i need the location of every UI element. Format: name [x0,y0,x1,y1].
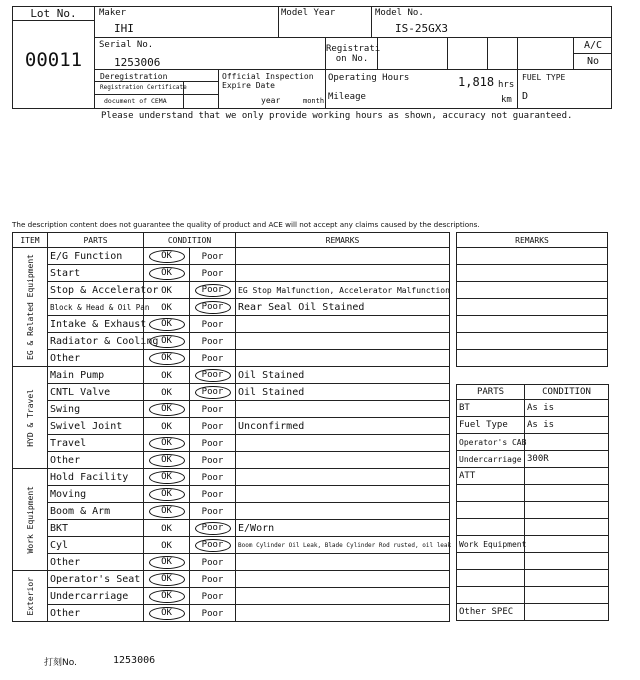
table-row [13,520,450,537]
table-row [13,554,450,571]
poor-option: Poor [201,353,224,364]
group-cell [13,469,48,571]
group-cell [13,367,48,469]
right-part-name: Fuel Type [457,417,525,434]
group-label: Exterior [25,576,35,616]
ok-option: OK [161,523,172,534]
right-part-name: ATT [457,468,525,485]
maker-label: Maker [99,8,127,18]
ok-cell [144,265,190,282]
ok-circled: OK [149,318,185,331]
part-name: CNTL Valve [48,384,144,401]
part-name: BKT [48,520,144,537]
poor-option: Poor [201,472,224,483]
poor-cell [190,418,236,435]
condition-table [12,232,450,622]
right-part-condition [525,587,609,604]
poor-circled: Poor [195,539,231,552]
lot-number: 00011 [24,49,83,71]
remark [236,333,450,350]
ok-cell [144,503,190,520]
right-remarks-cell [457,282,608,299]
right-parts-row [457,400,609,417]
right-part-name [457,553,525,570]
remark: Oil Stained [236,367,450,384]
ok-cell [144,367,190,384]
ok-cell [144,418,190,435]
poor-cell [190,333,236,350]
right-part-condition [525,536,609,553]
right-parts-row [457,468,609,485]
serial-value: 1253006 [114,56,161,69]
remark [236,554,450,571]
poor-cell [190,554,236,571]
ac-value: No [586,56,600,67]
poor-circled: Poor [195,284,231,297]
poor-circled: Poor [195,301,231,314]
right-part-condition [525,434,609,451]
remark [236,316,450,333]
accuracy-note: Please understand that we only provide working hours as shown, accuracy not guaranteed. [101,111,573,121]
right-parts-row [457,434,609,451]
ok-circled: OK [149,556,185,569]
poor-option: Poor [201,608,224,619]
group-label: Work Equipment [25,485,35,554]
right-remarks-row [457,248,608,265]
ok-circled: OK [149,590,185,603]
poor-option: Poor [201,574,224,585]
poor-option: Poor [201,404,224,415]
right-part-name [457,570,525,587]
table-row [13,571,450,588]
table-row [13,503,450,520]
remark [236,503,450,520]
mileage-label: Mileage [328,92,366,102]
right-parts-row [457,587,609,604]
right-remarks-cell [457,333,608,350]
poor-cell [190,452,236,469]
part-name: Other [48,605,144,622]
right-part-condition [525,502,609,519]
part-name: Moving [48,486,144,503]
ok-option: OK [161,421,172,432]
ac-divider [574,53,612,54]
table-row [13,265,450,282]
table-row [13,588,450,605]
right-remarks-row [457,282,608,299]
part-name: Operator's Seat [48,571,144,588]
right-remarks-header-row [457,233,608,248]
ok-cell [144,554,190,571]
table-row [13,248,450,265]
poor-cell [190,248,236,265]
inspection-label: Official Inspection Expire Date [222,72,314,90]
ok-cell [144,605,190,622]
part-name: Travel [48,435,144,452]
poor-option: Poor [201,591,224,602]
part-name: Main Pump [48,367,144,384]
poor-option: Poor [201,251,224,262]
remark [236,486,450,503]
poor-cell [190,537,236,554]
operating-hours-label: Operating Hours [328,73,410,83]
right-remarks-cell [457,299,608,316]
poor-cell [190,299,236,316]
ok-option: OK [161,387,172,398]
table-row [13,435,450,452]
right-remarks-row [457,299,608,316]
remark [236,588,450,605]
poor-cell [190,503,236,520]
table-row [13,367,450,384]
right-parts-row [457,570,609,587]
poor-option: Poor [201,455,224,466]
right-condition-header: CONDITION [525,385,609,400]
ok-circled: OK [149,607,185,620]
group-label: HYD & Travel [25,388,35,447]
right-remarks-cell [457,248,608,265]
table-row [13,452,450,469]
right-part-condition [525,468,609,485]
poor-cell [190,265,236,282]
table-row [13,333,450,350]
remark [236,248,450,265]
poor-cell [190,486,236,503]
part-name: Swing [48,401,144,418]
right-parts-row [457,417,609,434]
cema-label: document of CEMA [104,97,167,105]
footer-label: 打刻No. [44,658,77,668]
remark: Oil Stained [236,384,450,401]
right-parts-table [456,384,609,621]
fuel-type-value: D [522,91,529,102]
ok-circled: OK [149,488,185,501]
part-name: Cyl [48,537,144,554]
right-part-condition [525,485,609,502]
part-name: Block & Head & Oil Pan [48,299,144,316]
poor-cell [190,350,236,367]
footer-value: 1253006 [113,655,156,666]
poor-cell [190,384,236,401]
remark [236,265,450,282]
poor-circled: Poor [195,369,231,382]
dereg-label: Deregistration [100,72,168,81]
table-row [13,401,450,418]
part-name: Other [48,350,144,367]
right-parts-row [457,451,609,468]
right-part-name [457,502,525,519]
right-remarks-cell [457,265,608,282]
ok-circled: OK [149,267,185,280]
maker-value: IHI [114,22,134,35]
poor-cell [190,469,236,486]
poor-option: Poor [201,557,224,568]
part-name: Swivel Joint [48,418,144,435]
ac-label: A/C [583,40,603,51]
right-parts-row [457,519,609,536]
right-remarks-row [457,350,608,367]
ok-option: OK [161,302,172,313]
header-parts: PARTS [48,233,144,248]
year-label: year [261,96,281,105]
fuel-type-label: FUEL TYPE [522,73,566,82]
reg-box-4 [518,38,574,70]
table-row [13,469,450,486]
ok-circled: OK [149,352,185,365]
remark: EG Stop Malfunction, Accelerator Malfunction [236,282,450,299]
poor-cell [190,571,236,588]
right-parts-row [457,553,609,570]
right-part-name [457,587,525,604]
ok-circled: OK [149,335,185,348]
ok-circled: OK [149,505,185,518]
lot-label: Lot No. [30,7,77,20]
ok-circled: OK [149,471,185,484]
month-label: month [303,97,325,105]
ok-cell [144,316,190,333]
right-parts-row [457,485,609,502]
serial-label: Serial No. [99,40,154,50]
remark [236,401,450,418]
right-part-name: Other SPEC [457,604,525,621]
table-row [13,316,450,333]
remark: E/Worn [236,520,450,537]
ok-circled: OK [149,250,185,263]
ok-option: OK [161,285,172,296]
reg-cert-label: Registration Certificate [100,84,187,91]
poor-option: Poor [201,319,224,330]
ok-cell [144,571,190,588]
part-name: Undercarriage [48,588,144,605]
poor-option: Poor [201,268,224,279]
km-unit: km [501,95,512,105]
part-name: Radiator & Cooling [48,333,144,350]
right-part-name: Work Equipment [457,536,525,553]
right-part-name: BT [457,400,525,417]
right-parts-row [457,536,609,553]
poor-cell [190,316,236,333]
disclaimer: The description content does not guarantee the quality of product and ACE will not accept any claims caused by the descriptions. [12,220,480,229]
remark: Unconfirmed [236,418,450,435]
right-part-condition [525,553,609,570]
right-part-condition [525,604,609,621]
registration-label: Registrati on No. [326,44,381,64]
remark [236,452,450,469]
remark: Boom Cylinder Oil Leak, Blade Cylinder Rod rusted, oil leak [236,537,450,554]
ok-circled: OK [149,437,185,450]
part-name: Other [48,452,144,469]
poor-cell [190,367,236,384]
part-name: Boom & Arm [48,503,144,520]
part-name: E/G Function [48,248,144,265]
remark [236,350,450,367]
ok-circled: OK [149,454,185,467]
poor-circled: Poor [195,522,231,535]
poor-cell [190,605,236,622]
table-row [13,418,450,435]
model-no-value: IS-25GX3 [395,22,448,35]
ok-circled: OK [149,403,185,416]
ok-option: OK [161,540,172,551]
remark [236,435,450,452]
right-parts-header-row [457,385,609,400]
table-row [13,605,450,622]
part-name: Intake & Exhaust [48,316,144,333]
poor-cell [190,435,236,452]
ok-cell [144,333,190,350]
header-remarks: REMARKS [236,233,450,248]
ok-circled: OK [149,573,185,586]
ok-cell [144,401,190,418]
group-cell [13,571,48,622]
right-remarks-table [456,232,608,367]
header-item: ITEM [13,233,48,248]
ok-cell [144,248,190,265]
ok-cell [144,588,190,605]
right-part-name [457,519,525,536]
reg-box-3 [488,38,518,70]
right-part-name [457,485,525,502]
table-row [13,486,450,503]
right-remarks-header: REMARKS [457,233,608,248]
operating-hours-value: 1,818 [458,75,495,89]
poor-cell [190,401,236,418]
poor-option: Poor [201,336,224,347]
ok-cell [144,350,190,367]
poor-cell [190,282,236,299]
poor-option: Poor [201,421,224,432]
remark: Rear Seal Oil Stained [236,299,450,316]
part-name: Stop & Accelerator [48,282,144,299]
ok-cell [144,469,190,486]
group-label: EG & Related Equipment [25,254,35,360]
right-parts-row [457,502,609,519]
right-part-condition: As is [525,417,609,434]
table-row [13,537,450,554]
table-row [13,282,450,299]
right-remarks-row [457,333,608,350]
part-name: Hold Facility [48,469,144,486]
reg-box-2 [448,38,488,70]
ok-cell [144,452,190,469]
header-condition: CONDITION [144,233,236,248]
right-remarks-row [457,265,608,282]
poor-cell [190,520,236,537]
ok-cell [144,299,190,316]
right-remarks-cell [457,316,608,333]
ok-option: OK [161,370,172,381]
group-cell [13,248,48,367]
right-remarks-row [457,316,608,333]
right-parts-row [457,604,609,621]
table-row [13,350,450,367]
ok-cell [144,537,190,554]
poor-circled: Poor [195,386,231,399]
right-part-name: Operator's CAB [457,434,525,451]
poor-option: Poor [201,438,224,449]
condition-table-header [13,233,450,248]
part-name: Start [48,265,144,282]
poor-cell [190,588,236,605]
right-part-condition: 300R [525,451,609,468]
right-parts-header: PARTS [457,385,525,400]
ok-cell [144,282,190,299]
right-remarks-cell [457,350,608,367]
poor-option: Poor [201,489,224,500]
ok-cell [144,520,190,537]
right-part-condition: As is [525,400,609,417]
ok-cell [144,486,190,503]
remark [236,571,450,588]
model-no-label: Model No. [375,8,424,18]
poor-option: Poor [201,506,224,517]
ok-cell [144,384,190,401]
right-part-condition [525,519,609,536]
table-row [13,384,450,401]
hrs-unit: hrs [498,80,515,90]
model-year-label: Model Year [281,8,336,18]
ok-cell [144,435,190,452]
right-part-condition [525,570,609,587]
part-name: Other [48,554,144,571]
table-row [13,299,450,316]
right-part-name: Undercarriage [457,451,525,468]
reg-box-1 [378,38,448,70]
remark [236,469,450,486]
remark [236,605,450,622]
